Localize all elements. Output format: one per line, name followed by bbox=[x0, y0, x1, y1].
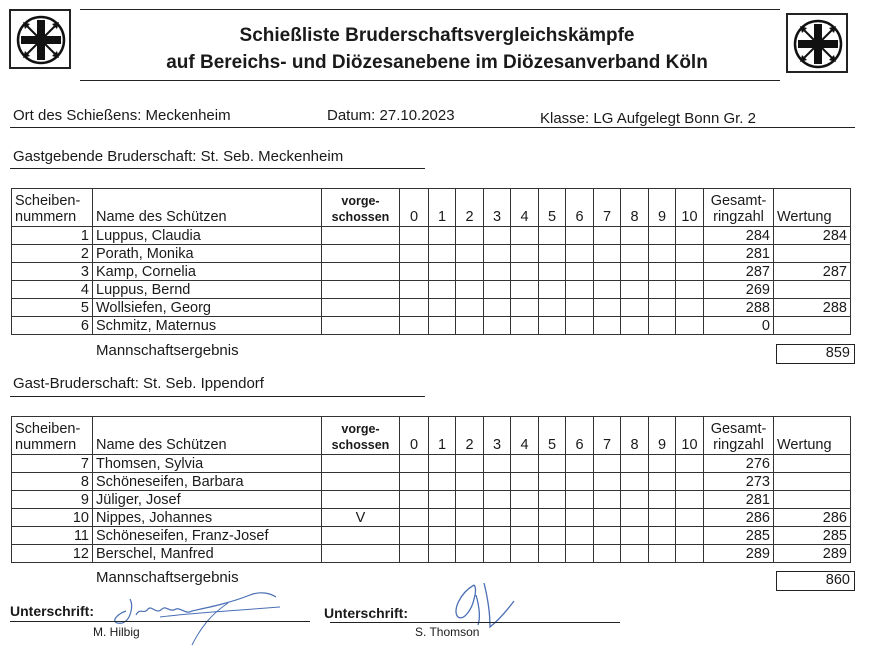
cell-name: Thomsen, Sylvia bbox=[93, 455, 322, 473]
cell-ring-9 bbox=[649, 545, 676, 563]
cell-name: Porath, Monika bbox=[93, 245, 322, 263]
table-row bbox=[12, 263, 851, 281]
cell-ring-6 bbox=[566, 545, 594, 563]
cell-gesamtringzahl: 0 bbox=[704, 317, 774, 335]
cell-ring-3 bbox=[484, 455, 511, 473]
cell-ring-3 bbox=[484, 299, 511, 317]
cell-ring-4 bbox=[511, 491, 539, 509]
header-ring-10: 10 bbox=[676, 417, 704, 455]
cell-ring-0 bbox=[400, 545, 429, 563]
cell-ring-8 bbox=[621, 263, 649, 281]
cell-ring-9 bbox=[649, 527, 676, 545]
cell-ring-5 bbox=[539, 545, 566, 563]
cell-ring-8 bbox=[621, 455, 649, 473]
table-row bbox=[12, 527, 851, 545]
table-row bbox=[12, 281, 851, 299]
cell-ring-5 bbox=[539, 281, 566, 299]
cell-ring-7 bbox=[594, 473, 621, 491]
cell-name: Wollsiefen, Georg bbox=[93, 299, 322, 317]
cell-ring-0 bbox=[400, 245, 429, 263]
cell-ring-0 bbox=[400, 527, 429, 545]
cell-ring-1 bbox=[429, 299, 456, 317]
team1-table bbox=[11, 188, 851, 335]
header-vorgeschossen: vorge- schossen bbox=[322, 189, 400, 227]
cell-name: Kamp, Cornelia bbox=[93, 263, 322, 281]
cell-wertung: 287 bbox=[774, 263, 851, 281]
header-ring-5: 5 bbox=[539, 189, 566, 227]
cell-ring-10 bbox=[676, 491, 704, 509]
cell-name: Schmitz, Maternus bbox=[93, 317, 322, 335]
cell-vorgeschossen bbox=[322, 281, 400, 299]
team2-result: 860 bbox=[776, 571, 855, 591]
cell-ring-2 bbox=[456, 509, 484, 527]
cell-ring-8 bbox=[621, 227, 649, 245]
cell-gesamtringzahl: 284 bbox=[704, 227, 774, 245]
cell-ring-8 bbox=[621, 299, 649, 317]
cell-ring-6 bbox=[566, 473, 594, 491]
cell-ring-8 bbox=[621, 245, 649, 263]
team1-rows bbox=[12, 227, 851, 335]
cell-ring-6 bbox=[566, 455, 594, 473]
table-row bbox=[12, 455, 851, 473]
cell-ring-8 bbox=[621, 491, 649, 509]
cell-ring-6 bbox=[566, 509, 594, 527]
cell-ring-6 bbox=[566, 491, 594, 509]
cell-ring-10 bbox=[676, 245, 704, 263]
cell-ring-5 bbox=[539, 509, 566, 527]
signature-line-right bbox=[330, 622, 620, 623]
header-ring-4: 4 bbox=[511, 417, 539, 455]
cell-ring-0 bbox=[400, 281, 429, 299]
header-ring-9: 9 bbox=[649, 189, 676, 227]
table-row bbox=[12, 491, 851, 509]
cell-ring-9 bbox=[649, 299, 676, 317]
cell-vorgeschossen bbox=[322, 317, 400, 335]
cell-ring-2 bbox=[456, 545, 484, 563]
cell-ring-1 bbox=[429, 281, 456, 299]
cell-scheibennummer: 12 bbox=[12, 545, 93, 563]
cell-ring-7 bbox=[594, 263, 621, 281]
title-line-2: auf Bereichs- und Diözesanebene im Diözesanverband Köln bbox=[166, 52, 708, 73]
team2-result-label: Mannschaftsergebnis bbox=[96, 569, 239, 586]
cell-ring-0 bbox=[400, 491, 429, 509]
table-row bbox=[12, 473, 851, 491]
emblem-right bbox=[786, 13, 848, 73]
cell-wertung: 288 bbox=[774, 299, 851, 317]
cell-ring-2 bbox=[456, 263, 484, 281]
cell-ring-0 bbox=[400, 473, 429, 491]
cell-ring-10 bbox=[676, 473, 704, 491]
cross-arrows-icon bbox=[792, 18, 844, 70]
cell-ring-9 bbox=[649, 491, 676, 509]
document-title bbox=[92, 22, 782, 76]
cell-ring-3 bbox=[484, 317, 511, 335]
cell-ring-7 bbox=[594, 281, 621, 299]
emblem-left bbox=[9, 9, 71, 69]
cell-ring-4 bbox=[511, 455, 539, 473]
cell-vorgeschossen bbox=[322, 545, 400, 563]
cell-name: Schöneseifen, Franz-Josef bbox=[93, 527, 322, 545]
cell-vorgeschossen bbox=[322, 245, 400, 263]
cell-ring-1 bbox=[429, 473, 456, 491]
team2-table bbox=[11, 416, 851, 563]
cell-ring-1 bbox=[429, 317, 456, 335]
cell-ring-8 bbox=[621, 317, 649, 335]
cell-ring-1 bbox=[429, 527, 456, 545]
cell-ring-10 bbox=[676, 455, 704, 473]
cell-ring-10 bbox=[676, 317, 704, 335]
team1-label: Gastgebende Bruderschaft: St. Seb. Meckenheim bbox=[13, 148, 344, 165]
cell-gesamtringzahl: 289 bbox=[704, 545, 774, 563]
header-ring-3: 3 bbox=[484, 189, 511, 227]
cell-ring-4 bbox=[511, 227, 539, 245]
cell-name: Jüliger, Josef bbox=[93, 491, 322, 509]
cell-ring-10 bbox=[676, 227, 704, 245]
cell-ring-10 bbox=[676, 263, 704, 281]
cell-wertung bbox=[774, 317, 851, 335]
cell-wertung bbox=[774, 281, 851, 299]
header-wertung: Wertung bbox=[774, 189, 851, 227]
cell-ring-10 bbox=[676, 281, 704, 299]
cell-name: Luppus, Bernd bbox=[93, 281, 322, 299]
cell-gesamtringzahl: 269 bbox=[704, 281, 774, 299]
signature-label-left: Unterschrift: bbox=[10, 603, 95, 619]
cell-ring-4 bbox=[511, 545, 539, 563]
cell-ring-7 bbox=[594, 317, 621, 335]
cell-ring-5 bbox=[539, 299, 566, 317]
cell-ring-5 bbox=[539, 491, 566, 509]
cell-scheibennummer: 9 bbox=[12, 491, 93, 509]
header-scheibennummern: Scheiben- nummern bbox=[12, 417, 93, 455]
cell-ring-0 bbox=[400, 263, 429, 281]
cell-ring-5 bbox=[539, 455, 566, 473]
cell-ring-4 bbox=[511, 527, 539, 545]
cell-ring-0 bbox=[400, 299, 429, 317]
cell-name: Luppus, Claudia bbox=[93, 227, 322, 245]
cell-ring-7 bbox=[594, 227, 621, 245]
header-ring-6: 6 bbox=[566, 189, 594, 227]
ort-label: Ort des Schießens: Meckenheim bbox=[13, 107, 231, 124]
signature-line-left bbox=[10, 621, 310, 622]
header-ring-0: 0 bbox=[400, 417, 429, 455]
cell-ring-2 bbox=[456, 281, 484, 299]
team1-result-label: Mannschaftsergebnis bbox=[96, 342, 239, 359]
cell-ring-6 bbox=[566, 527, 594, 545]
cell-ring-9 bbox=[649, 227, 676, 245]
cell-ring-0 bbox=[400, 455, 429, 473]
header-ring-9: 9 bbox=[649, 417, 676, 455]
cell-ring-1 bbox=[429, 263, 456, 281]
table-header-row bbox=[12, 189, 851, 227]
cell-wertung: 289 bbox=[774, 545, 851, 563]
cell-ring-5 bbox=[539, 317, 566, 335]
cell-ring-2 bbox=[456, 227, 484, 245]
cell-vorgeschossen bbox=[322, 299, 400, 317]
cell-ring-3 bbox=[484, 491, 511, 509]
cell-ring-3 bbox=[484, 473, 511, 491]
cell-ring-10 bbox=[676, 299, 704, 317]
cell-gesamtringzahl: 273 bbox=[704, 473, 774, 491]
table-row bbox=[12, 545, 851, 563]
cell-ring-9 bbox=[649, 455, 676, 473]
cell-gesamtringzahl: 286 bbox=[704, 509, 774, 527]
table-row bbox=[12, 299, 851, 317]
cell-ring-3 bbox=[484, 509, 511, 527]
cell-ring-10 bbox=[676, 509, 704, 527]
cell-ring-4 bbox=[511, 245, 539, 263]
cell-ring-2 bbox=[456, 299, 484, 317]
cell-ring-0 bbox=[400, 317, 429, 335]
header-gesamtringzahl: Gesamt- ringzahl bbox=[704, 417, 774, 455]
cell-ring-5 bbox=[539, 227, 566, 245]
title-line-1: Schießliste Bruderschaftsvergleichskämpfe bbox=[239, 25, 635, 46]
table-row bbox=[12, 227, 851, 245]
header-ring-7: 7 bbox=[594, 189, 621, 227]
cell-ring-4 bbox=[511, 299, 539, 317]
header-bottom-rule bbox=[80, 80, 780, 81]
cell-wertung: 284 bbox=[774, 227, 851, 245]
cell-ring-7 bbox=[594, 245, 621, 263]
cell-vorgeschossen bbox=[322, 491, 400, 509]
cell-ring-9 bbox=[649, 509, 676, 527]
cell-ring-4 bbox=[511, 509, 539, 527]
cell-wertung bbox=[774, 491, 851, 509]
header-ring-0: 0 bbox=[400, 189, 429, 227]
cell-ring-7 bbox=[594, 455, 621, 473]
header-ring-6: 6 bbox=[566, 417, 594, 455]
cell-ring-6 bbox=[566, 317, 594, 335]
table-header-row bbox=[12, 417, 851, 455]
cell-wertung bbox=[774, 473, 851, 491]
cell-gesamtringzahl: 276 bbox=[704, 455, 774, 473]
cell-ring-6 bbox=[566, 227, 594, 245]
cell-ring-7 bbox=[594, 491, 621, 509]
cell-ring-8 bbox=[621, 545, 649, 563]
cell-scheibennummer: 10 bbox=[12, 509, 93, 527]
signer-left-name: M. Hilbig bbox=[93, 625, 140, 639]
team1-result: 859 bbox=[776, 344, 855, 364]
meta-underline bbox=[10, 127, 855, 128]
header-ring-2: 2 bbox=[456, 417, 484, 455]
cell-ring-2 bbox=[456, 527, 484, 545]
cell-scheibennummer: 5 bbox=[12, 299, 93, 317]
datum-label: Datum: 27.10.2023 bbox=[327, 107, 455, 124]
cell-vorgeschossen bbox=[322, 455, 400, 473]
header-ring-2: 2 bbox=[456, 189, 484, 227]
cell-ring-9 bbox=[649, 281, 676, 299]
header-ring-1: 1 bbox=[429, 189, 456, 227]
cell-wertung bbox=[774, 455, 851, 473]
cell-ring-4 bbox=[511, 263, 539, 281]
cell-ring-1 bbox=[429, 455, 456, 473]
cell-scheibennummer: 4 bbox=[12, 281, 93, 299]
team2-rows bbox=[12, 455, 851, 563]
table-row bbox=[12, 245, 851, 263]
team1-underline bbox=[10, 168, 425, 169]
cell-ring-5 bbox=[539, 245, 566, 263]
signature-label-right: Unterschrift: bbox=[324, 605, 409, 621]
cell-ring-9 bbox=[649, 245, 676, 263]
cell-ring-3 bbox=[484, 263, 511, 281]
cell-ring-8 bbox=[621, 527, 649, 545]
cell-ring-1 bbox=[429, 245, 456, 263]
header-ring-3: 3 bbox=[484, 417, 511, 455]
table-row bbox=[12, 509, 851, 527]
cell-ring-7 bbox=[594, 299, 621, 317]
cell-scheibennummer: 6 bbox=[12, 317, 93, 335]
cell-scheibennummer: 8 bbox=[12, 473, 93, 491]
cell-ring-2 bbox=[456, 473, 484, 491]
cell-ring-3 bbox=[484, 245, 511, 263]
header-gesamtringzahl: Gesamt- ringzahl bbox=[704, 189, 774, 227]
cell-ring-2 bbox=[456, 491, 484, 509]
cell-gesamtringzahl: 281 bbox=[704, 245, 774, 263]
cell-ring-5 bbox=[539, 527, 566, 545]
cell-gesamtringzahl: 281 bbox=[704, 491, 774, 509]
header-ring-8: 8 bbox=[621, 189, 649, 227]
cell-name: Schöneseifen, Barbara bbox=[93, 473, 322, 491]
table-row bbox=[12, 317, 851, 335]
cell-scheibennummer: 3 bbox=[12, 263, 93, 281]
cell-ring-6 bbox=[566, 245, 594, 263]
cell-ring-8 bbox=[621, 473, 649, 491]
cell-ring-6 bbox=[566, 299, 594, 317]
cell-ring-0 bbox=[400, 227, 429, 245]
cell-name: Nippes, Johannes bbox=[93, 509, 322, 527]
cell-vorgeschossen bbox=[322, 227, 400, 245]
cell-ring-3 bbox=[484, 527, 511, 545]
cell-ring-0 bbox=[400, 509, 429, 527]
cell-scheibennummer: 1 bbox=[12, 227, 93, 245]
cell-ring-4 bbox=[511, 473, 539, 491]
cell-ring-1 bbox=[429, 545, 456, 563]
cross-arrows-icon bbox=[15, 14, 67, 66]
cell-ring-9 bbox=[649, 317, 676, 335]
team2-underline bbox=[10, 396, 425, 397]
cell-name: Berschel, Manfred bbox=[93, 545, 322, 563]
cell-gesamtringzahl: 288 bbox=[704, 299, 774, 317]
cell-ring-5 bbox=[539, 263, 566, 281]
header-name: Name des Schützen bbox=[93, 417, 322, 455]
cell-ring-5 bbox=[539, 473, 566, 491]
cell-vorgeschossen bbox=[322, 473, 400, 491]
cell-ring-7 bbox=[594, 527, 621, 545]
header-scheibennummern: Scheiben- nummern bbox=[12, 189, 93, 227]
cell-scheibennummer: 2 bbox=[12, 245, 93, 263]
header-name: Name des Schützen bbox=[93, 189, 322, 227]
header-ring-4: 4 bbox=[511, 189, 539, 227]
cell-ring-3 bbox=[484, 281, 511, 299]
cell-ring-6 bbox=[566, 281, 594, 299]
cell-scheibennummer: 7 bbox=[12, 455, 93, 473]
cell-ring-4 bbox=[511, 317, 539, 335]
cell-ring-6 bbox=[566, 263, 594, 281]
cell-scheibennummer: 11 bbox=[12, 527, 93, 545]
header-wertung: Wertung bbox=[774, 417, 851, 455]
cell-ring-9 bbox=[649, 263, 676, 281]
cell-ring-1 bbox=[429, 491, 456, 509]
klasse-label: Klasse: LG Aufgelegt Bonn Gr. 2 bbox=[540, 110, 756, 127]
cell-gesamtringzahl: 287 bbox=[704, 263, 774, 281]
cell-ring-7 bbox=[594, 545, 621, 563]
cell-ring-2 bbox=[456, 317, 484, 335]
team2-label: Gast-Bruderschaft: St. Seb. Ippendorf bbox=[13, 375, 264, 392]
cell-vorgeschossen: V bbox=[322, 509, 400, 527]
cell-ring-3 bbox=[484, 545, 511, 563]
cell-ring-7 bbox=[594, 509, 621, 527]
header-ring-10: 10 bbox=[676, 189, 704, 227]
cell-ring-3 bbox=[484, 227, 511, 245]
cell-ring-1 bbox=[429, 227, 456, 245]
header-ring-5: 5 bbox=[539, 417, 566, 455]
cell-ring-10 bbox=[676, 527, 704, 545]
header-vorgeschossen: vorge- schossen bbox=[322, 417, 400, 455]
cell-vorgeschossen bbox=[322, 527, 400, 545]
cell-wertung bbox=[774, 245, 851, 263]
header-ring-8: 8 bbox=[621, 417, 649, 455]
cell-ring-1 bbox=[429, 509, 456, 527]
cell-ring-10 bbox=[676, 545, 704, 563]
cell-ring-2 bbox=[456, 455, 484, 473]
header-ring-1: 1 bbox=[429, 417, 456, 455]
header-top-rule bbox=[80, 9, 780, 10]
header-ring-7: 7 bbox=[594, 417, 621, 455]
cell-ring-9 bbox=[649, 473, 676, 491]
cell-gesamtringzahl: 285 bbox=[704, 527, 774, 545]
cell-ring-2 bbox=[456, 245, 484, 263]
cell-wertung: 286 bbox=[774, 509, 851, 527]
signer-right-name: S. Thomson bbox=[415, 625, 480, 639]
cell-ring-4 bbox=[511, 281, 539, 299]
cell-ring-8 bbox=[621, 281, 649, 299]
cell-wertung: 285 bbox=[774, 527, 851, 545]
cell-vorgeschossen bbox=[322, 263, 400, 281]
cell-ring-8 bbox=[621, 509, 649, 527]
